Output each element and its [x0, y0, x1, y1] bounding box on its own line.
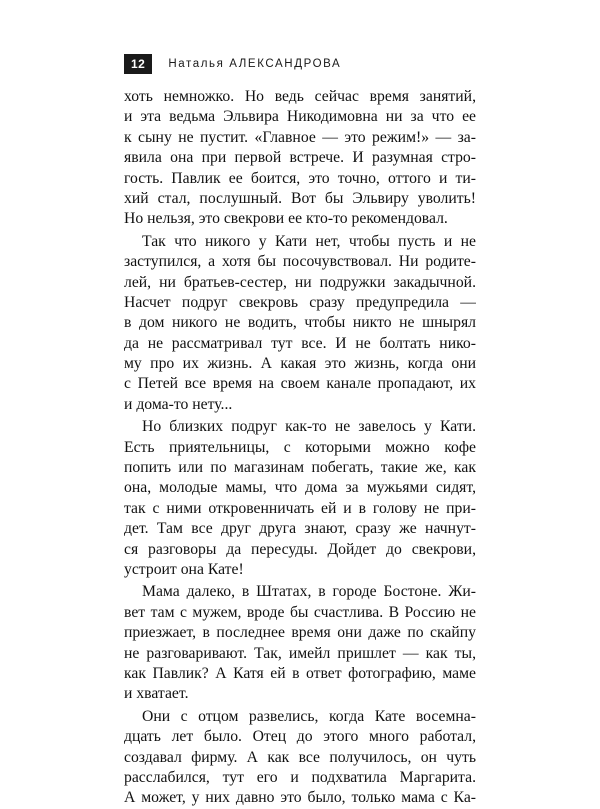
text-line: А может, у них давно это было, только мама с Ка-	[124, 789, 476, 807]
text-line: к сыну не пустит. «Главное — это режим!» — за-	[124, 128, 476, 146]
text-line: попить или по магазинам побегать, такие же, как	[124, 459, 476, 477]
text-line: и хватает.	[124, 685, 189, 703]
text-line: Но близких подруг как-то не завелось у Кати.	[142, 418, 476, 436]
running-head: Наталья АЛЕКСАНДРОВА	[168, 58, 342, 70]
text-line: и дома-то нету...	[124, 395, 233, 413]
text-line: так с ними откровенничать ей и в голову не при-	[124, 499, 476, 517]
text-line: да не рассматривал тут все. И не болтать нико-	[124, 334, 476, 352]
text-line: в дом никого не водить, чтобы никто не шнырял	[124, 314, 476, 332]
text-line: гость. Павлик ее боится, это точно, оттого и ти-	[124, 169, 476, 187]
text-line: она, молодые мамы, что дома за мужьями сидят,	[124, 479, 476, 497]
text-line: и эта ведьма Эльвира Никодимовна ни за что ее	[124, 108, 476, 126]
page-number: 12	[124, 54, 152, 74]
text-line: Есть приятельницы, с которыми можно кофе	[124, 438, 476, 456]
text-line: Они с отцом развелись, когда Кате восемна-	[142, 707, 476, 725]
text-line: лей, ни братьев-сестер, ни подружки закадычной.	[124, 273, 476, 291]
text-line: заступился, а хотя бы посочувствовал. Ни родите-	[124, 253, 476, 271]
text-line: хоть немножко. Но ведь сейчас время занятий,	[124, 88, 476, 105]
text-line: устроит она Кате!	[124, 560, 244, 578]
body-text	[124, 87, 476, 809]
text-line: вет там с мужем, вроде бы счастлива. В Россию не	[124, 603, 476, 621]
text-line: приезжает, в последнее время они даже по скайпу	[124, 624, 476, 642]
text-line: расслабился, тут его и подхватила Маргарита.	[124, 768, 476, 786]
text-line: хий стал, послушный. Вот бы Эльвиру уволить!	[124, 189, 476, 207]
text-line: явила она при первой встрече. И разумная стро-	[124, 149, 476, 167]
text-line: му про их жизнь. А какая это жизнь, когда они	[124, 355, 476, 373]
text-line: Насчет подруг свекровь сразу предупредила —	[124, 293, 476, 311]
text-line: как Павлик? А Катя ей в ответ фотографию, маме	[124, 664, 476, 682]
text-line: ся разговоры да пересуды. Дойдет до свекрови,	[124, 540, 476, 558]
text-line: Так что никого у Кати нет, чтобы пусть и не	[142, 232, 476, 250]
text-line: Мама далеко, в Штатах, в городе Бостоне. Жи-	[142, 583, 476, 601]
text-line: дет. Там все друг друга знают, сразу же начнут-	[124, 520, 476, 538]
text-line: Но нельзя, это свекрови ее кто-то рекомендовал.	[124, 210, 448, 228]
page-header	[124, 54, 341, 74]
text-line: дцать лет было. Отец до этого много работал,	[124, 728, 476, 746]
text-line: не разговаривают. Так, имейл пришлет — как ты,	[124, 644, 476, 662]
text-line: с Петей все время на своем канале пропадают, их	[124, 375, 476, 393]
text-line: создавал фирму. А как все получилось, он чуть	[124, 748, 476, 766]
